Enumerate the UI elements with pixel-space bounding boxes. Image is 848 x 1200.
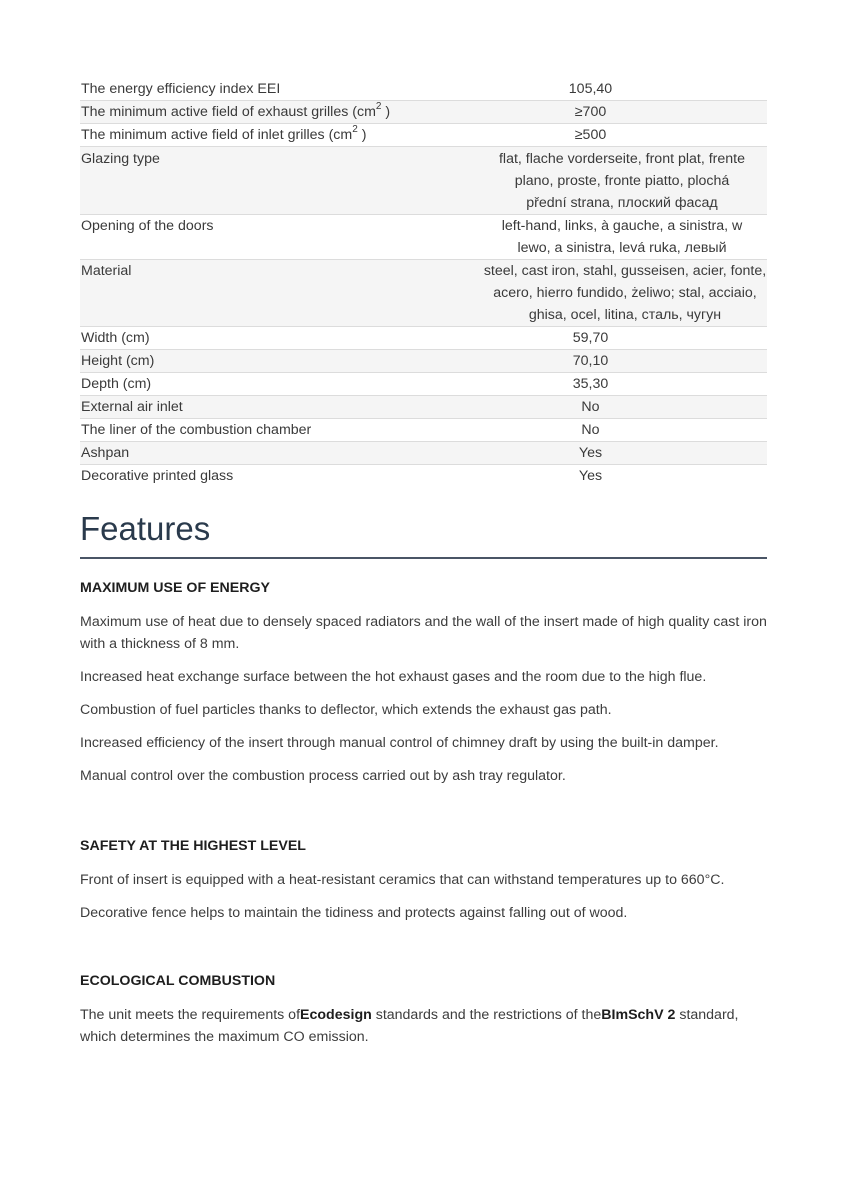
spec-label: Glazing type [80,147,413,215]
paragraph: Increased heat exchange surface between the hot exhaust gases and the room due to the high flue. [80,669,707,685]
specifications-table [80,78,767,487]
spec-value: left-hand, links, à gauche, a sinistra, w lewo, a sinistra, levá ruka, левый [413,215,767,260]
paragraph: The unit meets the requirements ofEcodesign standards and the restrictions of theBImSchV 2 standard, which determines the maximum CO emission. [80,1007,739,1045]
spec-label: External air inlet [80,396,413,419]
spec-value: ≥700 [413,101,767,124]
section-heading: SAFETY AT THE HIGHEST LEVEL [80,838,306,854]
spec-value: No [413,419,767,442]
spec-label: The minimum active field of inlet grilles ($cm^2$ ) [80,124,413,147]
spec-label: Width (cm) [80,327,413,350]
features-heading: Features [80,509,767,559]
table-row [80,101,767,124]
spec-value: 59,70 [413,327,767,350]
spec-label: The energy efficiency index EEI [80,78,413,101]
table-row [80,373,767,396]
section-heading: ECOLOGICAL COMBUSTION [80,973,276,989]
paragraph: Maximum use of heat due to densely spaced radiators and the wall of the insert made of high quality cast iron with a thickness of 8 mm. [80,614,767,652]
bimschv-term: BImSchV 2 [601,1007,676,1023]
spec-label: The liner of the combustion chamber [80,419,413,442]
table-row [80,350,767,373]
spec-value: 70,10 [413,350,767,373]
paragraph: Combustion of fuel particles thanks to deflector, which extends the exhaust gas path. [80,702,612,718]
spec-label: Material [80,260,413,327]
spec-value: Yes [413,442,767,465]
document-page [80,78,767,1059]
spec-value: flat, flache vorderseite, front plat, frente plano, proste, fronte piatto, plochá přední strana, плоский фасад [413,147,767,215]
spec-value: Yes [578,468,603,484]
spec-label: Height (cm) [80,350,413,373]
table-row [80,396,767,419]
spec-label: Ashpan [80,442,413,465]
paragraph: Manual control over the combustion process carried out by ash tray regulator. [80,768,566,784]
spec-label: The minimum active field of exhaust grilles ($cm^2$ ) [80,101,413,124]
ecodesign-term: Ecodesign [300,1007,372,1023]
section-safety [80,837,767,924]
spec-value: ≥500 [413,124,767,147]
spec-label: Decorative printed glass [81,468,234,484]
table-row [80,327,767,350]
section-maximum-use-of-energy [80,579,767,787]
spec-label: Opening of the doors [80,215,413,260]
spec-value: 35,30 [413,373,767,396]
paragraph: Increased efficiency of the insert through manual control of chimney draft by using the built-in damper. [80,735,719,751]
paragraph: Front of insert is equipped with a heat-resistant ceramics that can withstand temperatures up to 660°C. [80,872,725,888]
spec-value: 105,40 [413,78,767,101]
section-ecological-combustion [80,972,767,1048]
table-row [80,215,767,260]
table-row [80,78,767,101]
table-row [80,260,767,327]
table-row [80,124,767,147]
table-row [80,147,767,215]
paragraph: Decorative fence helps to maintain the tidiness and protects against falling out of wood. [80,905,628,921]
section-heading: MAXIMUM USE OF ENERGY [80,580,270,596]
table-row [80,465,767,488]
spec-value: steel, cast iron, stahl, gusseisen, acier, fonte, acero, hierro fundido, żeliwo; stal, acciaio, ghisa, ocel, litina, сталь, чугун [413,260,767,327]
table-row [80,442,767,465]
spec-value: No [413,396,767,419]
table-row [80,419,767,442]
spec-label: Depth (cm) [80,373,413,396]
